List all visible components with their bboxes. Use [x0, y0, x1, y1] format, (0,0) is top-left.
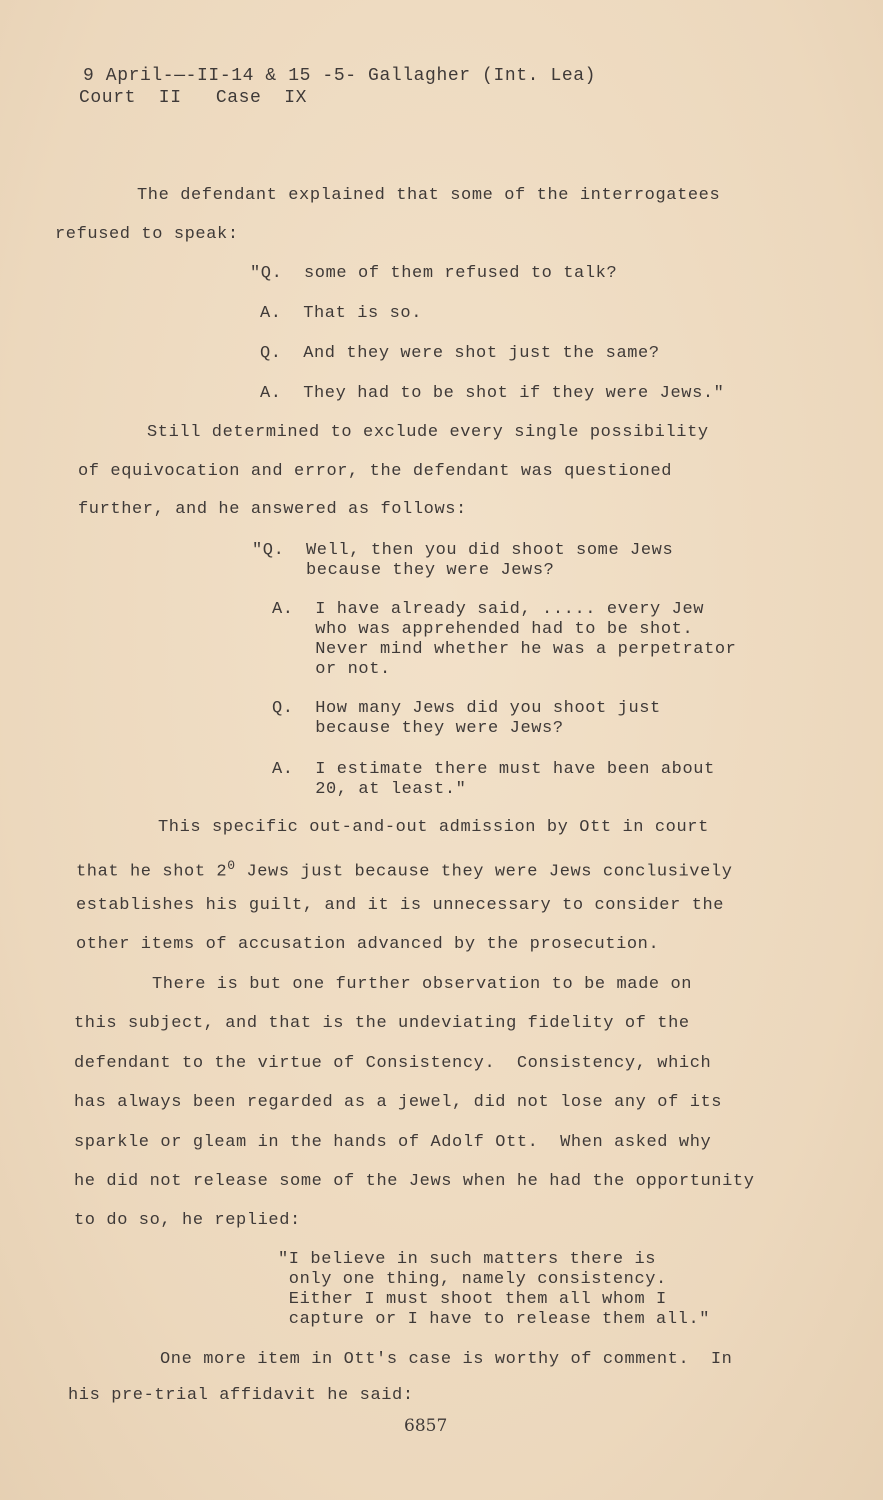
paragraph-4-line: has always been regarded as a jewel, did not lose any of its [74, 1093, 723, 1112]
paragraph-3-line: establishes his guilt, and it is unnecessary to consider the [76, 896, 725, 915]
header-line-2: Court II Case IX [79, 88, 308, 108]
paragraph-4-line: There is but one further observation to be made on [152, 975, 693, 994]
paragraph-4-line: he did not release some of the Jews when he had the opportunity [74, 1172, 755, 1191]
qa-2-block: "Q. Well, then you did shoot some Jews because they were Jews? [252, 541, 674, 580]
paragraph-5-line: One more item in Ott's case is worthy of comment. In [160, 1350, 733, 1369]
qa-2-block: A. I have already said, ..... every Jew who was apprehended had to be shot. Never mind whether he was a perpetrator or not. [272, 600, 737, 679]
paragraph-4-line: sparkle or gleam in the hands of Adolf Ott. When asked why [74, 1133, 712, 1152]
paragraph-3-line: other items of accusation advanced by the prosecution. [76, 935, 660, 954]
paragraph-3-line: This specific out-and-out admission by Ott in court [158, 818, 709, 837]
paragraph-5-line: his pre-trial affidavit he said: [68, 1386, 414, 1405]
superscript-digit: 0 [227, 858, 236, 873]
qa-2-block: Q. How many Jews did you shoot just because they were Jews? [272, 699, 661, 738]
qa-1-line: "Q. some of them refused to talk? [250, 264, 618, 283]
qa-1-line: A. That is so. [260, 304, 423, 323]
paragraph-4-line: defendant to the virtue of Consistency. Consistency, which [74, 1054, 712, 1073]
header-line-1: 9 April-—-II-14 & 15 -5- Gallagher (Int. Lea) [83, 66, 597, 86]
paragraph-3-text: Jews just because they were Jews conclusively [235, 862, 733, 882]
qa-1-line: Q. And they were shot just the same? [260, 344, 660, 363]
qa-2-block: A. I estimate there must have been about 20, at least." [272, 760, 715, 799]
paragraph-3-text: that he shot 2 [76, 862, 228, 882]
paragraph-4-line: this subject, and that is the undeviating fidelity of the [74, 1014, 690, 1033]
page-number: 6857 [404, 1416, 448, 1436]
paragraph-3-line [76, 856, 733, 883]
qa-1-line: A. They had to be shot if they were Jews." [260, 384, 725, 403]
paragraph-1-line-1: The defendant explained that some of the interrogatees [137, 186, 721, 205]
paragraph-2-line: further, and he answered as follows: [78, 500, 467, 519]
paragraph-4-line: to do so, he replied: [74, 1211, 301, 1230]
paragraph-1-line-2: refused to speak: [55, 225, 239, 244]
paragraph-2-line: of equivocation and error, the defendant was questioned [78, 462, 673, 481]
consistency-quote: "I believe in such matters there is only one thing, namely consistency. Either I must shoot them all whom I capture or I have to release them all." [278, 1250, 711, 1329]
paragraph-2-line: Still determined to exclude every single possibility [147, 423, 709, 442]
